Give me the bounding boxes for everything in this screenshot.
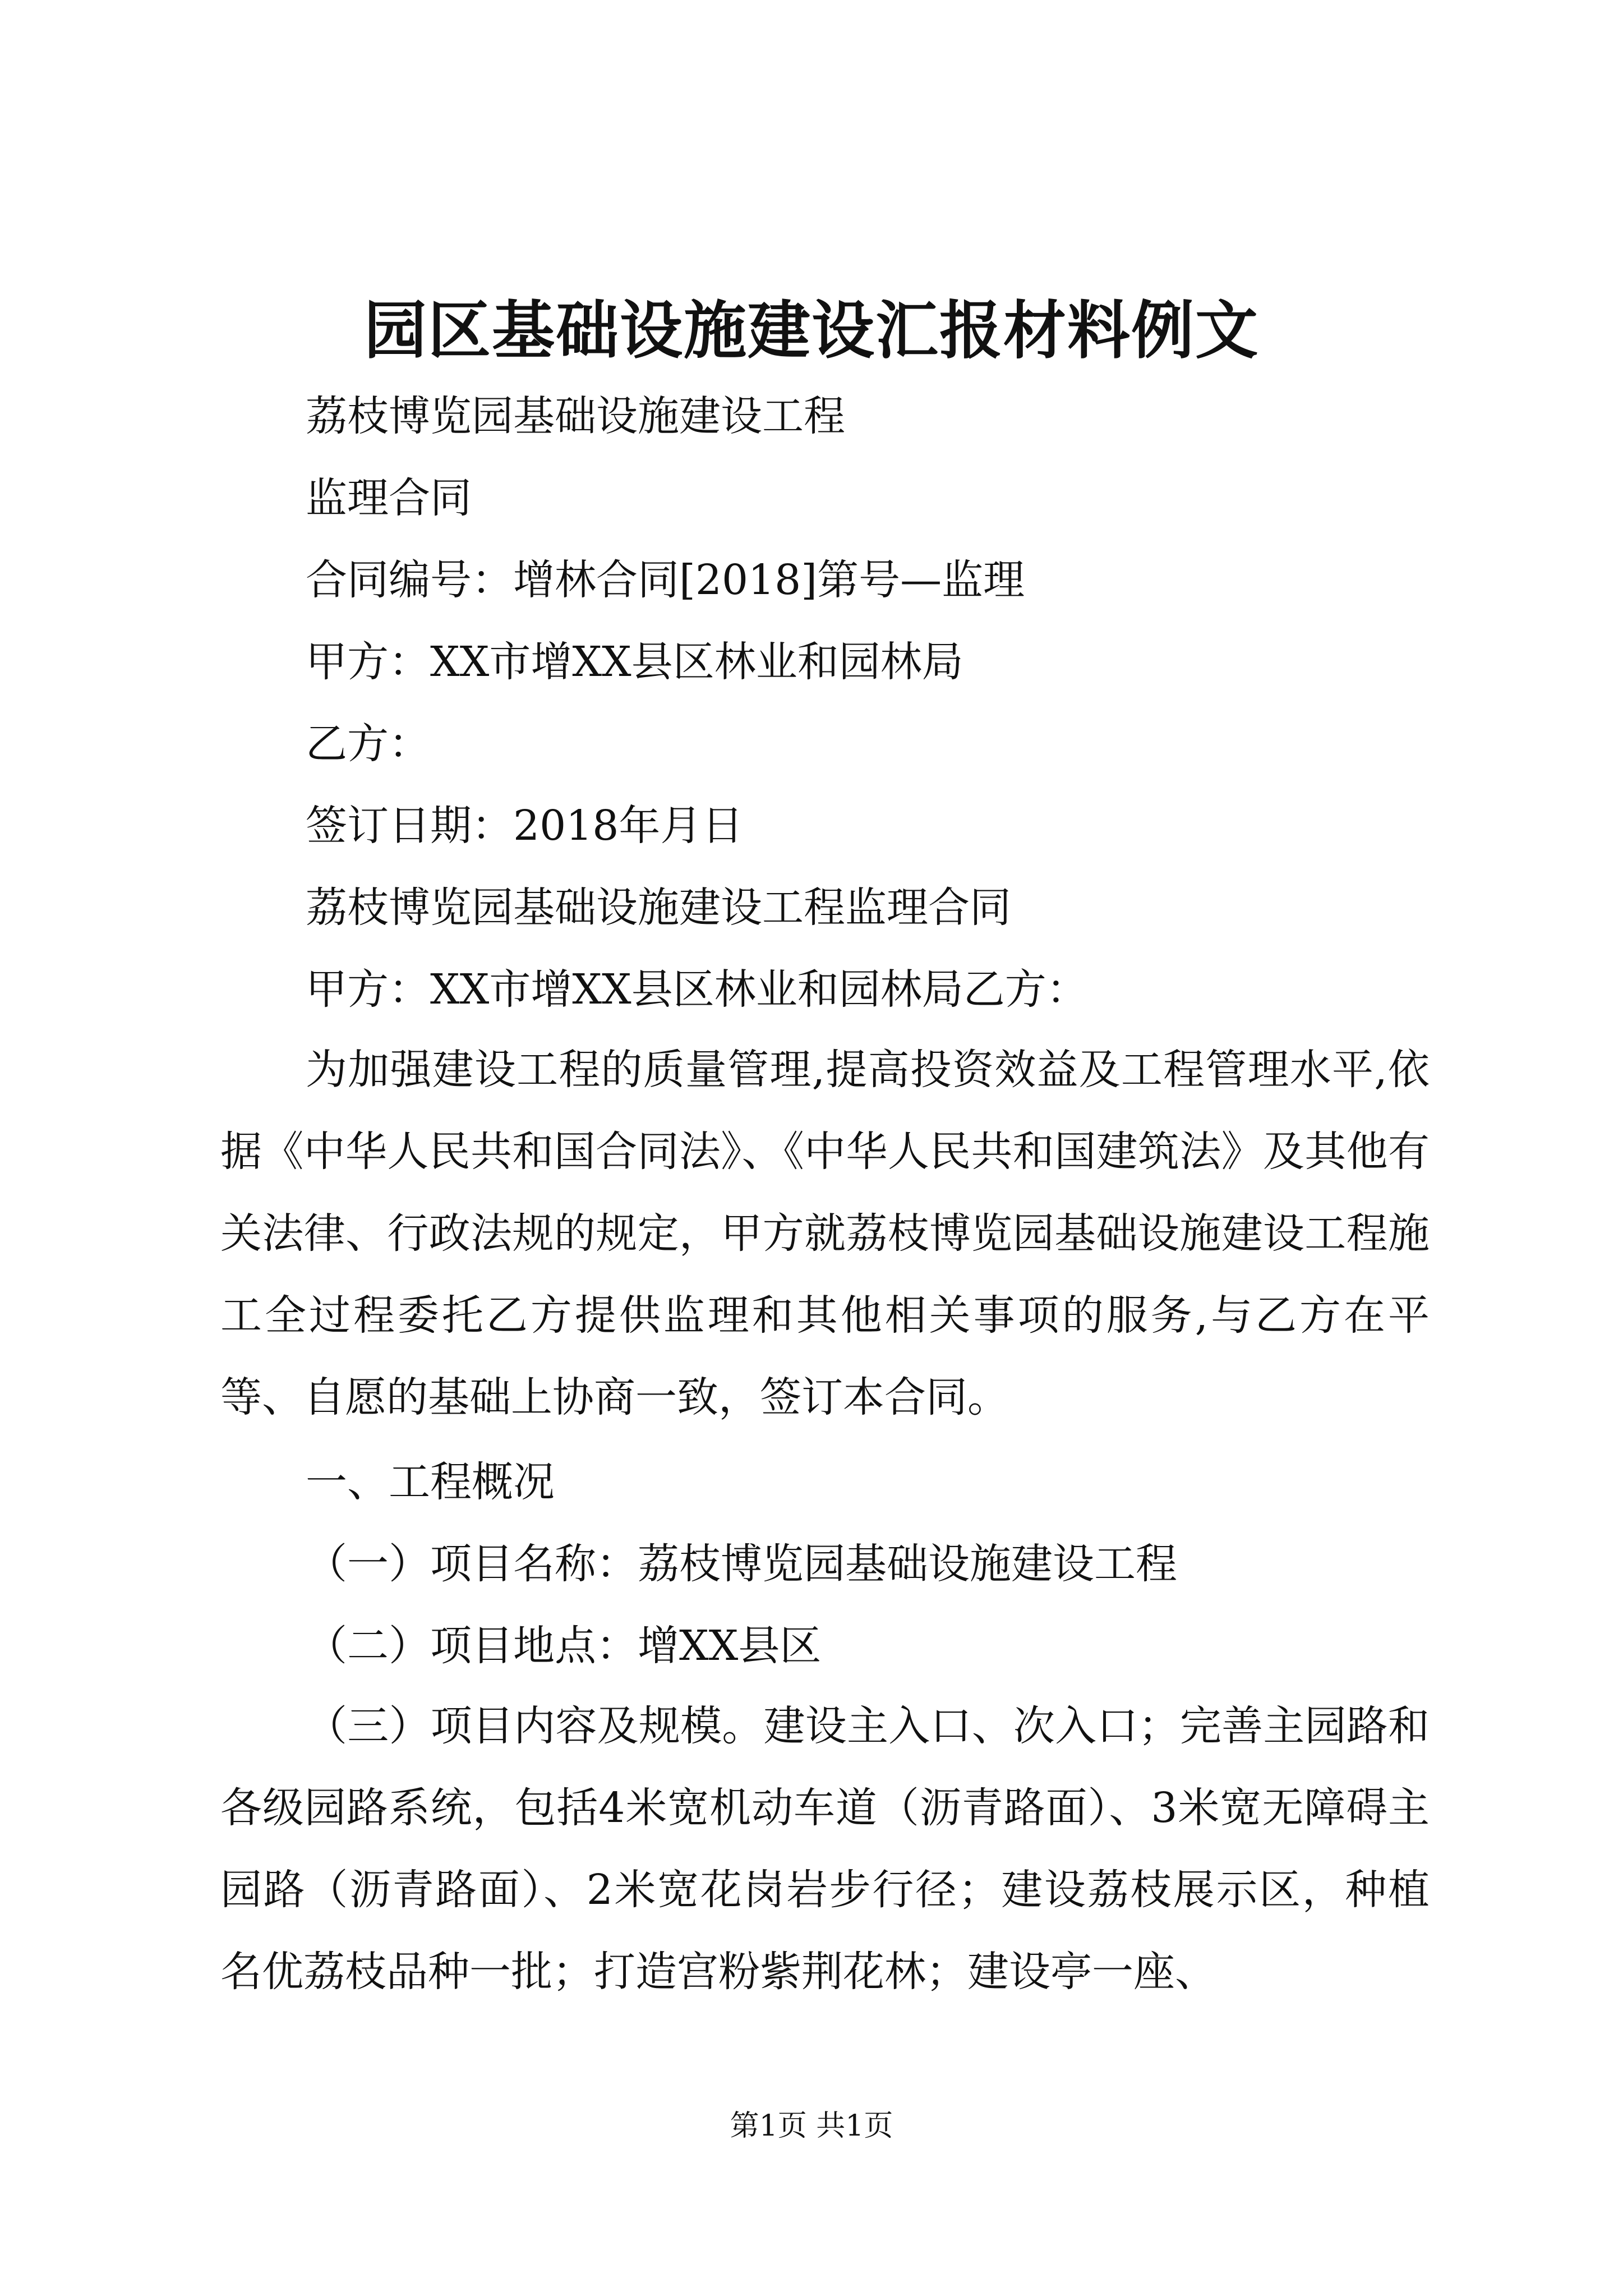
item-project-name: （一）项目名称：荔枝博览园基础设施建设工程	[306, 1540, 1177, 1588]
paragraph-project-scope: （三）项目内容及规模。建设主入口、次入口；完善主园路和各级园路系统，包括4米宽机动车道（沥青路面）、3米宽无障碍主园路（沥青路面）、2米宽花岗岩步行径；建设荔枝展示区，种植名优荔枝品种一批；打造宫粉紫荆花林；建设亭一座、	[220, 1702, 1430, 1996]
paragraph-purpose: 为加强建设工程的质量管理,提高投资效益及工程管理水平,依据《中华人民共和国合同法》、《中华人民共和国建筑法》及其他有关法律、行政法规的规定，甲方就荔枝博览园基础设施建设工程施工全过程委托乙方提供监理和其他相关事项的服务,与乙方在平等、自愿的基础上协商一致，签订本合同。	[220, 1046, 1430, 1421]
text-line-contract-heading: 荔枝博览园基础设施建设工程监理合同	[306, 884, 1011, 932]
section-heading-overview: 一、工程概况	[306, 1458, 555, 1506]
text-line-party-a: 甲方：XX市增XX县区林业和园林局	[306, 638, 963, 686]
text-line-party-b: 乙方：	[306, 720, 430, 768]
text-line-sign-date: 签订日期：2018年月日	[306, 802, 744, 850]
item-project-location: （二）项目地点：增XX县区	[306, 1622, 822, 1670]
text-line-project-name: 荔枝博览园基础设施建设工程	[306, 392, 845, 440]
text-line-contract-number: 合同编号：增林合同[2018]第号—监理	[306, 556, 1025, 604]
text-line-parties: 甲方：XX市增XX县区林业和园林局乙方：	[306, 965, 1088, 1014]
page-footer: 第1页 共1页	[730, 2109, 893, 2143]
document-title: 园区基础设施建设汇报材料例文	[364, 294, 1259, 367]
text-line-contract-type: 监理合同	[306, 474, 472, 522]
